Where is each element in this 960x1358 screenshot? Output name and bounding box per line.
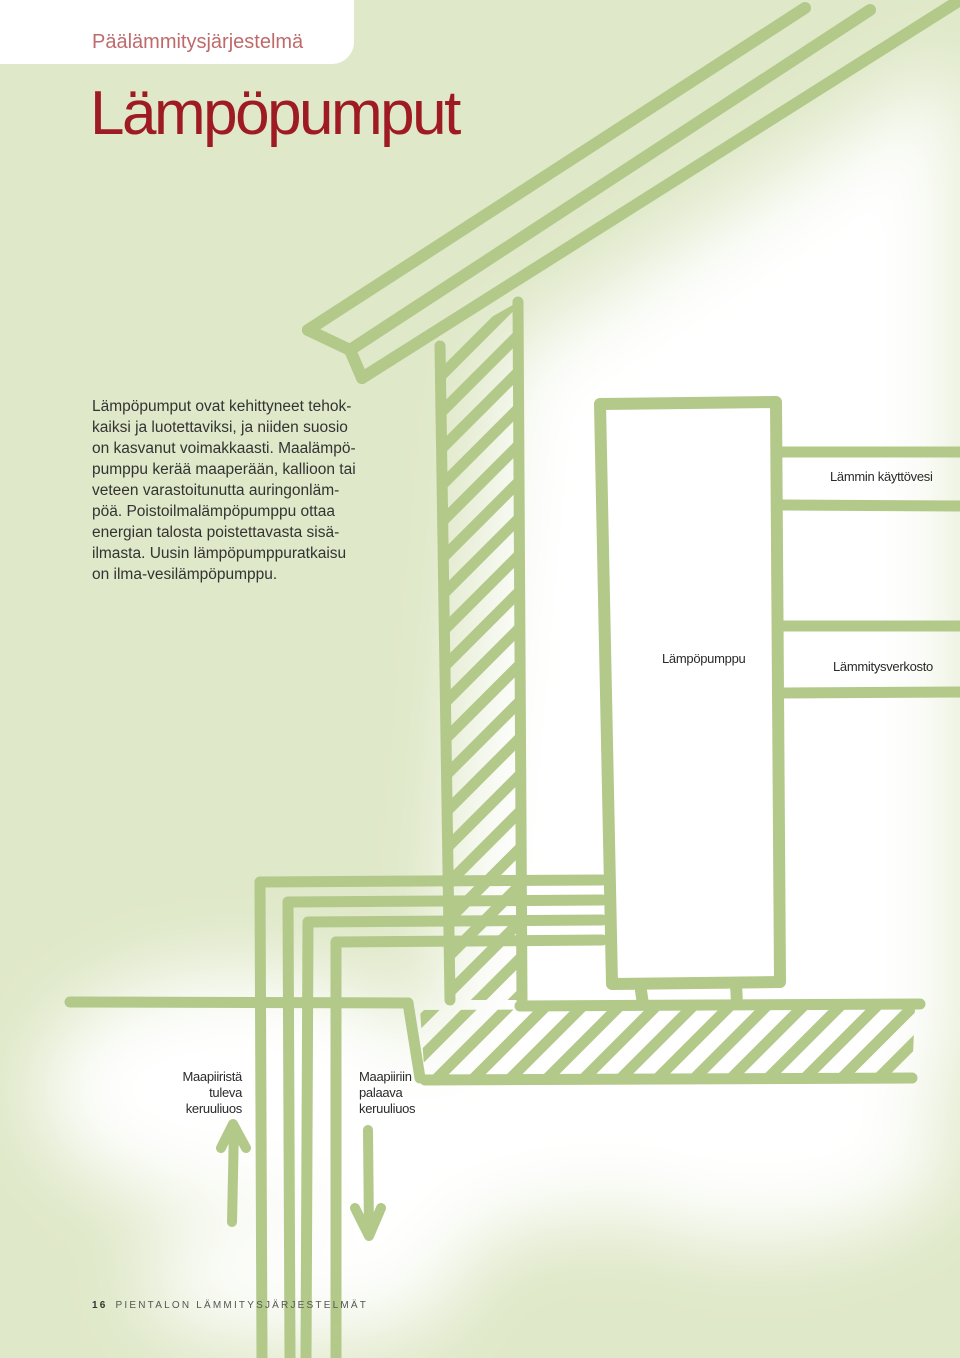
label-line: Maapiiriin xyxy=(359,1069,412,1084)
label-line: palaava xyxy=(359,1085,403,1100)
page-number: 16 xyxy=(92,1300,108,1311)
label-heat-pump: Lämpöpumppu xyxy=(662,651,746,666)
intro-line: energian talosta poistettavasta sisä- xyxy=(92,524,340,541)
publication-name: PIENTALON LÄMMITYSJÄRJESTELMÄT xyxy=(115,1300,369,1311)
intro-line: Lämpöpumput ovat kehittyneet tehok- xyxy=(92,398,352,415)
label-line: Maapiiristä xyxy=(182,1069,242,1084)
section-label: Päälämmitysjärjestelmä xyxy=(92,31,304,53)
label-line: tuleva xyxy=(209,1085,242,1100)
page-title: Lämpöpumput xyxy=(90,79,459,148)
intro-line: pumppu kerää maaperään, kallioon tai xyxy=(92,461,356,478)
intro-line: on ilma-vesilämpöpumppu. xyxy=(92,566,278,583)
label-heating-network: Lämmitysverkosto xyxy=(833,659,933,674)
page-footer xyxy=(92,1300,368,1311)
intro-paragraph xyxy=(92,396,392,585)
label-hot-water: Lämmin käyttövesi xyxy=(830,469,933,484)
intro-line: kaiksi ja luotettaviksi, ja niiden suosio xyxy=(92,419,348,436)
intro-line: pöä. Poistoilmalämpöpumppu ottaa xyxy=(92,503,335,520)
label-line: keruuliuos xyxy=(359,1101,416,1116)
intro-line: veteen varastoitunutta auringonläm- xyxy=(92,482,340,499)
label-incoming-fluid xyxy=(160,1069,242,1117)
label-returning-fluid xyxy=(359,1069,415,1117)
intro-line: on kasvanut voimakkaasti. Maalämpö- xyxy=(92,440,356,457)
intro-line: ilmasta. Uusin lämpöpumppuratkaisu xyxy=(92,545,347,562)
label-line: keruuliuos xyxy=(185,1101,242,1116)
